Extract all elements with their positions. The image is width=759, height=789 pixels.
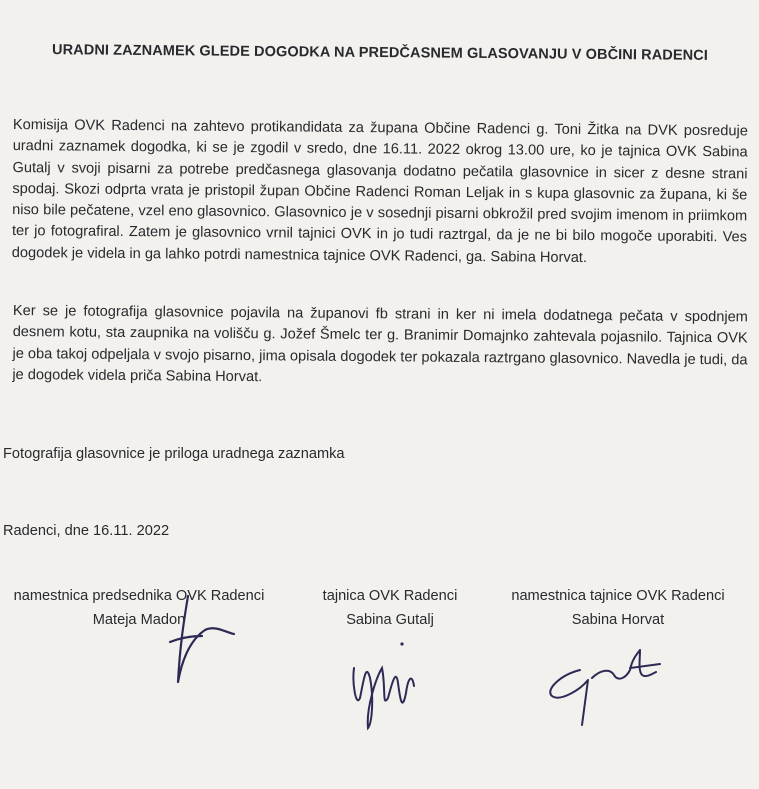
signatory-name: Sabina Horvat: [571, 612, 665, 628]
handwritten-signature-3: [540, 630, 670, 730]
signature-block-secretary: [315, 584, 465, 632]
handwritten-signature-1: [160, 590, 240, 690]
signature-block-deputy-president: [0, 584, 290, 632]
signatory-name: Mateja Madon: [92, 612, 186, 628]
signatory-name: Sabina Gutalj: [346, 612, 434, 628]
signatory-role: tajnica OVK Radenci: [322, 588, 458, 604]
paragraph-1: Komisija OVK Radenci na zahtevo protikandidata za župana Občine Radenci g. Toni Žitka na DVK posreduje uradni zaznamek dogodka, ki se je zgodil v sredo, dne 16.11. 2022 okrog 13.00 ure, ko je tajnica OVK Sabina Gutalj v svoji pisarni za potrebe predčasnega glasovanja dodatno pečatila glasovnice in sicer z desne strani spodaj. Skozi odprta vrata je pristopil župan Občine Radenci Roman Leljak in s kupa glasovnic za župana, ki še niso bile pečatene, vzel eno glasovnico. Glasovnico je v sosednji pisarni obkrožil pred svojim imenom in priimkom ter jo fotografiral. Zatem je glasovnico vrnil tajnici OVK in jo tudi raztrgal, da je ne bi bilo mogoče uporabiti. Ves dogodek je videla in ga lahko potrdi namestnica tajnice OVK Radenci, ga. Sabina Horvat.: [11, 116, 748, 266]
attachment-note: Fotografija glasovnice je priloga uradnega zaznamka: [3, 446, 345, 462]
signatory-role: namestnica predsednika OVK Radenci: [13, 588, 265, 604]
signature-block-deputy-secretary: [498, 584, 738, 632]
document-title: URADNI ZAZNAMEK GLEDE DOGODKA NA PREDČASNEM GLASOVANJU V OBČINI RADENCI: [52, 42, 708, 64]
signatory-role: namestnica tajnice OVK Radenci: [511, 588, 725, 604]
place-date: Radenci, dne 16.11. 2022: [3, 523, 170, 539]
paragraph-2: Ker se je fotografija glasovnice pojavila na županovi fb strani in ker ni imela dodatnega pečata v spodnjem desnem kotu, sta zaupnika na volišču g. Jožef Šmelc ter g. Branimir Domajnko zahtevala pojasnilo. Tajnica OVK je oba takoj odpeljala v svojo pisarno, jima opisala dogodek ter pokazala raztrgano glasovnico. Navedla je tudi, da je dogodek videla priča Sabina Horvat.: [12, 302, 748, 386]
handwritten-signature-2: [342, 638, 422, 733]
